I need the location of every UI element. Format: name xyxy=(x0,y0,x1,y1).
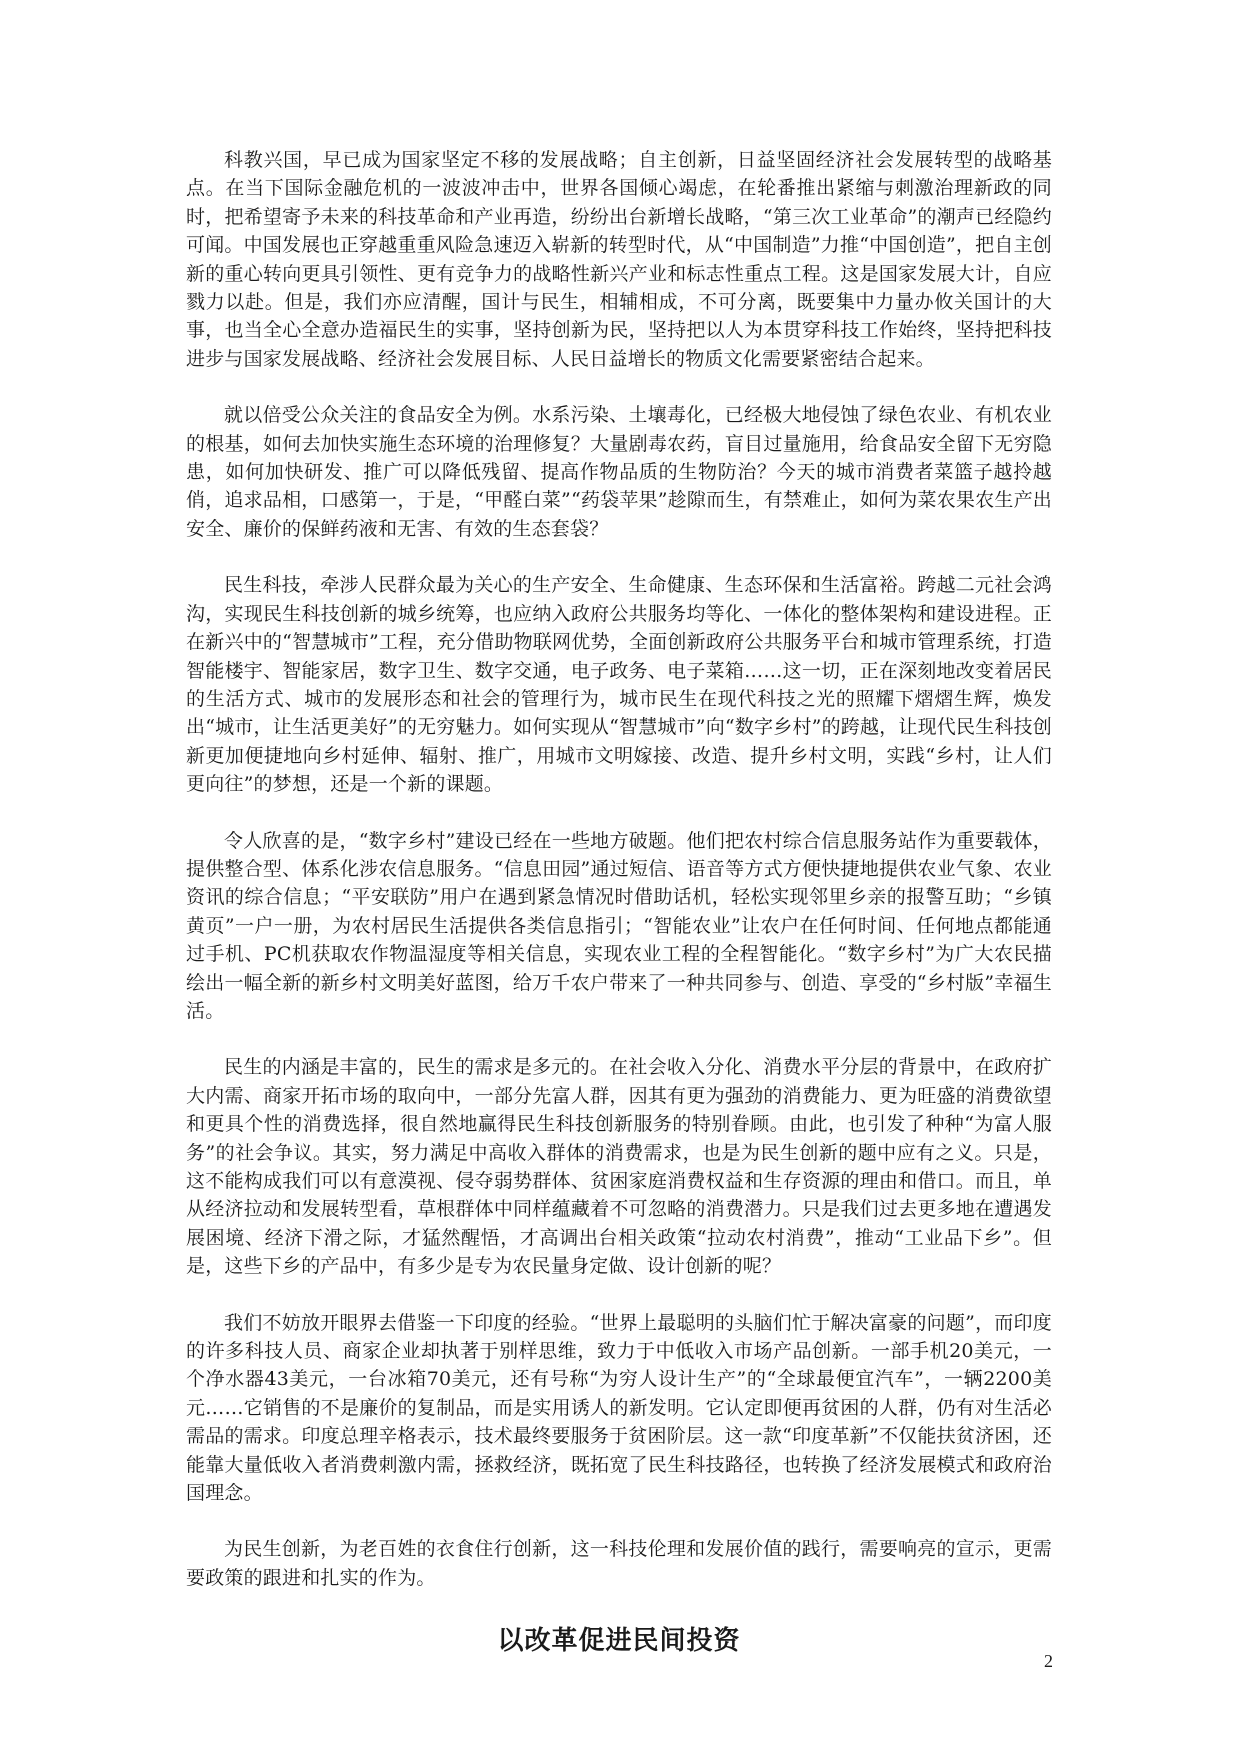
paragraph-6: 我们不妨放开眼界去借鉴一下印度的经验。“世界上最聪明的头脑们忙于解决富豪的问题”，而印度的许多科技人员、商家企业却执著于别样思维，致力于中低收入市场产品创新。一部手机20美元，一个净水器43美元，一台冰箱70美元，还有号称“为穷人设计生产”的“全球最便宜汽车”，一辆2200美元……它销售的不是廉价的复制品，而是实用诱人的新发明。它认定即便再贫困的人群，仍有对生活必需品的需求。印度总理辛格表示，技术最终要服务于贫困阶层。这一款“印度革新”不仅能扶贫济困，还能靠大量低收入者消费刺激内需，拯救经济，既拓宽了民生科技路径，也转换了经济发展模式和政府治国理念。 xyxy=(186,1311,1052,1505)
paragraph-1: 科教兴国，早已成为国家坚定不移的发展战略；自主创新，日益坚固经济社会发展转型的战略基点。在当下国际金融危机的一波波冲击中，世界各国倾心竭虑，在轮番推出紧缩与刺激治理新政的同时，把希望寄予未来的科技革命和产业再造，纷纷出台新增长战略，“第三次工业革命”的潮声已经隐约可闻。中国发展也正穿越重重风险急速迈入崭新的转型时代，从“中国制造”力推“中国创造”，把自主创新的重心转向更具引领性、更有竞争力的战略性新兴产业和标志性重点工程。这是国家发展大计，自应戮力以赴。但是，我们亦应清醒，国计与民生，相辅相成，不可分离，既要集中力量办攸关国计的大事，也当全心全意办造福民生的实事，坚持创新为民，坚持把以人为本贯穿科技工作始终，坚持把科技进步与国家发展战略、经济社会发展目标、人民日益增长的物质文化需要紧密结合起来。 xyxy=(186,149,1052,370)
paragraph-5: 民生的内涵是丰富的，民生的需求是多元的。在社会收入分化、消费水平分层的背景中，在政府扩大内需、商家开拓市场的取向中，一部分先富人群，因其有更为强劲的消费能力、更为旺盛的消费欲望和更具个性的消费选择，很自然地赢得民生科技创新服务的特别眷顾。由此，也引发了种种“为富人服务”的社会争议。其实，努力满足中高收入群体的消费需求，也是为民生创新的题中应有之义。只是，这不能构成我们可以有意漠视、侵夺弱势群体、贫困家庭消费权益和生存资源的理由和借口。而且，单从经济拉动和发展转型看，草根群体中同样蕴藏着不可忽略的消费潜力。只是我们过去更多地在遭遇发展困境、经济下滑之际，才猛然醒悟，才高调出台相关政策“拉动农村消费”，推动“工业品下乡”。但是，这些下乡的产品中，有多少是专为农民量身定做、设计创新的呢？ xyxy=(186,1056,1052,1278)
paragraph-4: 令人欣喜的是，“数字乡村”建设已经在一些地方破题。他们把农村综合信息服务站作为重要载体，提供整合型、体系化涉农信息服务。“信息田园”通过短信、语音等方式方便快捷地提供农业气象、农业资讯的综合信息；“平安联防”用户在遇到紧急情况时借助话机，轻松实现邻里乡亲的报警互助；“乡镇黄页”一户一册，为农村居民生活提供各类信息指引；“智能农业”让农户在任何时间、任何地点都能通过手机、PC机获取农作物温湿度等相关信息，实现农业工程的全程智能化。“数字乡村”为广大农民描绘出一幅全新的新乡村文明美好蓝图，给万千农户带来了一种共同参与、创造、享受的“乡村版”幸福生活。 xyxy=(186,829,1052,1022)
article-body xyxy=(186,146,1052,1657)
paragraph-7: 为民生创新，为老百姓的衣食住行创新，这一科技伦理和发展价值的践行，需要响亮的宣示，更需要政策的跟进和扎实的作为。 xyxy=(186,1538,1052,1589)
paragraph-3: 民生科技，牵涉人民群众最为关心的生产安全、生命健康、生态环保和生活富裕。跨越二元社会鸿沟，实现民生科技创新的城乡统筹，也应纳入政府公共服务均等化、一体化的整体架构和建设进程。正在新兴中的“智慧城市”工程，充分借助物联网优势，全面创新政府公共服务平台和城市管理系统，打造智能楼宇、智能家居，数字卫生、数字交通，电子政务、电子菜箱……这一切，正在深刻地改变着居民的生活方式、城市的发展形态和社会的管理行为，城市民生在现代科技之光的照耀下熠熠生辉，焕发出“城市，让生活更美好”的无穷魅力。如何实现从“智慧城市”向“数字乡村”的跨越，让现代民生科技创新更加便捷地向乡村延伸、辐射、推广，用城市文明嫁接、改造、提升乡村文明，实践“乡村，让人们更向往”的梦想，还是一个新的课题。 xyxy=(186,574,1052,796)
paragraph-2: 就以倍受公众关注的食品安全为例。水系污染、土壤毒化，已经极大地侵蚀了绿色农业、有机农业的根基，如何去加快实施生态环境的治理修复？大量剧毒农药，盲目过量施用，给食品安全留下无穷隐患，如何加快研发、推广可以降低残留、提高作物品质的生物防治？今天的城市消费者菜篮子越拎越俏，追求品相，口感第一，于是，“甲醛白菜”“药袋苹果”趁隙而生，有禁难止，如何为菜农果农生产出安全、廉价的保鲜药液和无害、有效的生态套袋？ xyxy=(186,404,1052,540)
page-number: 2 xyxy=(1044,1651,1053,1671)
section-title: 以改革促进民间投资 xyxy=(497,1626,741,1657)
